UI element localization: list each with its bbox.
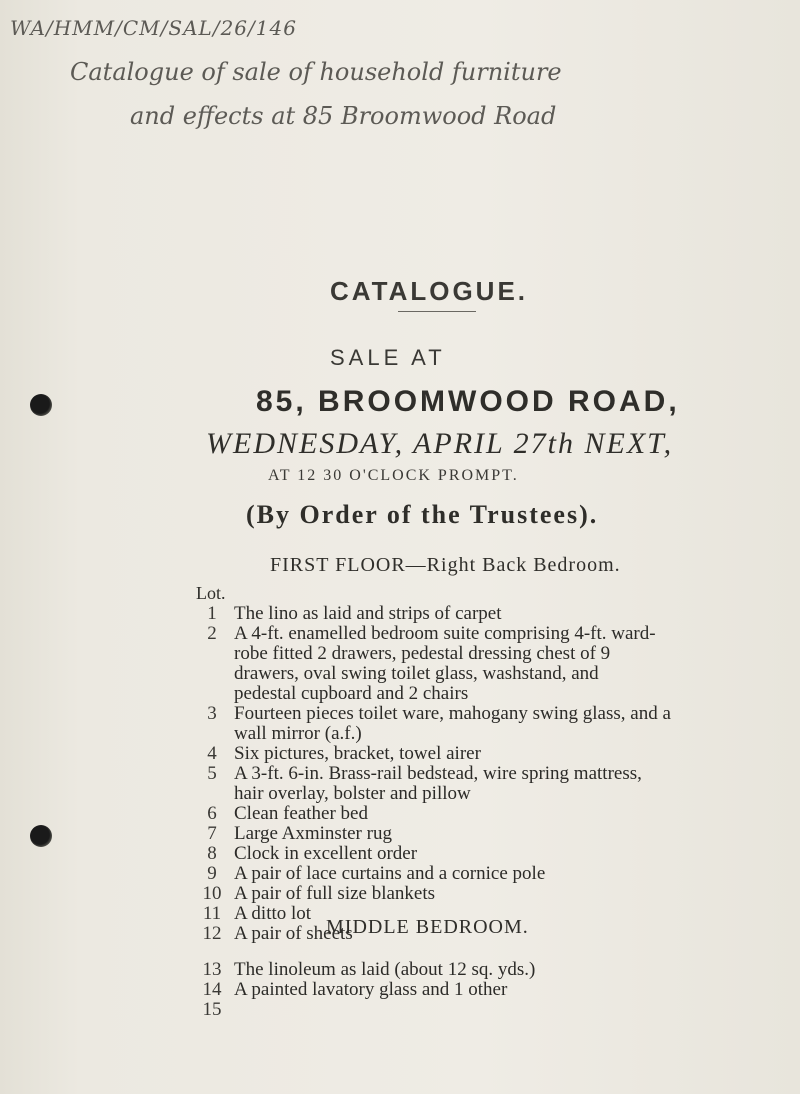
lot-description: A painted lavatory glass and 1 other — [234, 979, 508, 1000]
section-heading-middle-bedroom: MIDDLE BEDROOM. — [326, 916, 529, 938]
page-title: CATALOGUE. — [330, 276, 529, 306]
lot-item — [196, 804, 796, 824]
lot-description-continued: drawers, oval swing toilet glass, washstand, and — [234, 663, 599, 684]
lot-description: A pair of sheets — [234, 923, 353, 944]
lot-description: A ditto lot — [234, 903, 312, 924]
lot-number: 10 — [202, 883, 222, 904]
lot-item — [196, 604, 796, 624]
lot-number: 4 — [207, 743, 217, 764]
lot-number: 5 — [207, 763, 217, 784]
lot-column-label: Lot. — [196, 583, 226, 603]
lot-description-continued: hair overlay, bolster and pillow — [234, 783, 471, 804]
lot-number: 11 — [202, 903, 222, 924]
lot-item — [196, 824, 796, 844]
lot-description: The linoleum as laid (about 12 sq. yds.) — [234, 959, 536, 980]
lot-number: 8 — [207, 843, 217, 864]
archive-reference: WA/HMM/CM/SAL/26/146 — [10, 16, 297, 40]
lot-description: Large Axminster rug — [234, 823, 392, 844]
lot-description: A pair of full size blankets — [234, 883, 436, 904]
lot-item — [196, 864, 796, 884]
punch-hole-top — [30, 394, 52, 416]
sale-time: AT 12 30 O'CLOCK PROMPT. — [268, 467, 519, 484]
lot-description: The lino as laid and strips of carpet — [234, 603, 502, 624]
lot-number: 3 — [207, 703, 217, 724]
sale-at-label: SALE AT — [330, 345, 446, 370]
lot-item — [196, 844, 796, 864]
lot-list-first-floor — [196, 604, 796, 944]
lot-number: 12 — [202, 923, 222, 944]
lot-description: Six pictures, bracket, towel airer — [234, 743, 481, 764]
handwritten-line-2: Catalogue of sale of household furniture — [70, 58, 562, 86]
lot-number: 6 — [207, 803, 217, 824]
lot-item — [196, 704, 796, 744]
sale-date: WEDNESDAY, APRIL 27th NEXT, — [206, 427, 674, 460]
handwritten-line-3: and effects at 85 Broomwood Road — [130, 102, 557, 130]
lot-item — [196, 744, 796, 764]
title-underline — [398, 311, 476, 312]
lot-item — [196, 624, 796, 704]
lot-item — [196, 980, 796, 1000]
lot-description: A 4-ft. enamelled bedroom suite comprising 4-ft. ward- — [234, 623, 656, 644]
lot-description-continued: pedestal cupboard and 2 chairs — [234, 683, 469, 704]
lot-number: 13 — [202, 959, 222, 980]
lot-item — [196, 960, 796, 980]
lot-item — [196, 764, 796, 804]
lot-description-continued: wall mirror (a.f.) — [234, 723, 362, 744]
lot-description-continued: robe fitted 2 drawers, pedestal dressing chest of 9 — [234, 643, 611, 664]
lot-description: Clock in excellent order — [234, 843, 418, 864]
trustees-note: (By Order of the Trustees). — [246, 500, 599, 529]
sale-address: 85, BROOMWOOD ROAD, — [256, 385, 680, 418]
lot-description: A 3-ft. 6-in. Brass-rail bedstead, wire spring mattress, — [234, 763, 642, 784]
lot-item — [196, 884, 796, 904]
lot-number: 2 — [207, 623, 217, 644]
lot-description: Fourteen pieces toilet ware, mahogany swing glass, and a — [234, 703, 671, 724]
section-heading-first-floor: FIRST FLOOR—Right Back Bedroom. — [270, 554, 621, 576]
lot-number: 1 — [207, 603, 217, 624]
lot-number: 7 — [207, 823, 217, 844]
lot-number: 15 — [202, 999, 222, 1020]
lot-number: 9 — [207, 863, 217, 884]
lot-number: 14 — [202, 979, 222, 1000]
lot-list-middle-bedroom — [196, 959, 796, 1020]
handwritten-annotation — [10, 6, 790, 156]
lot-description: Clean feather bed — [234, 803, 368, 824]
lot-description: A pair of lace curtains and a cornice pole — [234, 863, 546, 884]
punch-hole-bottom — [30, 825, 52, 847]
